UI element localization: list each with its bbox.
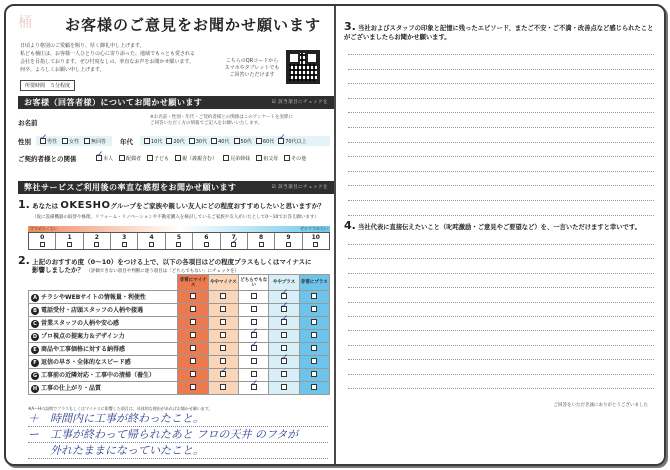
- rating-checkbox[interactable]: [281, 306, 287, 312]
- q1-title: 1. あなたは OKESHOグループをご家族や親しい友人にどの程度おすすめしたいと思いますか？: [18, 198, 325, 211]
- respondent-section-header: お客様（回答者様）についてお聞かせ願います ☑ 該当項目にチェックを: [18, 96, 334, 109]
- age-label: 年代: [120, 138, 133, 146]
- answer-line[interactable]: [348, 388, 654, 389]
- rating-checkbox[interactable]: [251, 358, 257, 364]
- answer-line[interactable]: [348, 316, 654, 317]
- checkbox[interactable]: [96, 155, 102, 161]
- rating-checkbox[interactable]: [220, 345, 226, 351]
- checkbox[interactable]: [122, 242, 127, 247]
- rating-checkbox[interactable]: [281, 371, 287, 377]
- handwritten-line-2[interactable]: ー 工事が終わって帰られたあと フロの天井 のフタが: [28, 428, 328, 443]
- relation-options: [92, 153, 330, 163]
- age-option-10s[interactable]: 10代: [144, 138, 162, 145]
- rating-checkbox[interactable]: [251, 293, 257, 299]
- scale-option-1[interactable]: 1: [56, 233, 83, 249]
- answer-line[interactable]: [348, 171, 654, 172]
- rating-row: [29, 330, 330, 343]
- gender-option-female[interactable]: 女性: [62, 138, 79, 145]
- handwritten-line-3[interactable]: 外れたままになっていたこと。: [28, 444, 328, 459]
- rating-checkbox[interactable]: [220, 293, 226, 299]
- scale-option-10[interactable]: 10: [303, 233, 329, 249]
- rating-checkbox[interactable]: [190, 293, 196, 299]
- checkbox[interactable]: [166, 138, 172, 144]
- checkbox[interactable]: [256, 155, 262, 161]
- answer-line[interactable]: [348, 112, 654, 113]
- relation-option-spouse[interactable]: 配偶者: [119, 155, 141, 162]
- item-letter-badge: D: [32, 333, 38, 340]
- checkbox[interactable]: [234, 138, 240, 144]
- q1-subtitle: （仮に設備機器の取替や修理、リフォーム・リノベーションや不動産購入を検討しているご家族や友人がいたとして0〜10でお答え願います）: [32, 215, 319, 220]
- answer-line[interactable]: [348, 142, 654, 143]
- gender-options: [36, 136, 112, 146]
- col-very-negative: 非常にマイナス: [178, 275, 208, 291]
- col-very-positive: 非常にプラス: [299, 275, 329, 291]
- item-label: チラシやWEBサイトの情報量・利便性: [41, 294, 146, 302]
- scale-option-0[interactable]: 0: [29, 233, 56, 249]
- relation-option-sibling[interactable]: 兄弟姉妹: [223, 155, 250, 162]
- scale-option-2[interactable]: 2: [84, 233, 111, 249]
- relation-label: ご契約者様との関係: [18, 155, 77, 163]
- logo-icon: 桶: [18, 15, 32, 31]
- rating-checkbox[interactable]: [311, 293, 317, 299]
- left-panel: [10, 6, 330, 464]
- checkbox[interactable]: [286, 242, 291, 247]
- rating-checkbox[interactable]: [251, 306, 257, 312]
- age-option-30s[interactable]: 30代: [189, 138, 207, 145]
- rating-row: [29, 369, 330, 382]
- rating-checkbox[interactable]: [251, 332, 257, 338]
- answer-line[interactable]: [348, 374, 654, 375]
- rating-checkbox[interactable]: [311, 384, 317, 390]
- rating-checkbox[interactable]: [281, 319, 287, 325]
- checkbox[interactable]: [62, 138, 68, 144]
- time-required-badge: 所要時間 ５分程度: [20, 80, 75, 91]
- scale-option-9[interactable]: 9: [275, 233, 302, 249]
- rating-checkbox[interactable]: [311, 345, 317, 351]
- q2-title-line2: 影響しましたか？ （評価できない項目や判断に迷う項目は「どちらでもない」にチェックを）: [32, 266, 240, 274]
- scale-option-6[interactable]: 6: [193, 233, 220, 249]
- relation-option-grandparent[interactable]: 祖父母: [256, 155, 278, 162]
- answer-line[interactable]: [348, 330, 654, 331]
- rating-checkbox[interactable]: [281, 293, 287, 299]
- q2-footnote: ※A〜Hの設問でプラスもしくはマイナスに影響した項目は、具体的な理由があればお聞かせ願います。: [28, 406, 213, 411]
- checkbox[interactable]: [175, 155, 181, 161]
- answer-line[interactable]: [348, 302, 654, 303]
- rating-checkbox[interactable]: [190, 358, 196, 364]
- rating-row: [29, 382, 330, 395]
- gender-label: 性別: [18, 138, 31, 146]
- item-label: プロ視点の提案力＆デザイン力: [41, 333, 125, 341]
- rating-checkbox[interactable]: [311, 332, 317, 338]
- answer-line[interactable]: [348, 287, 654, 288]
- rating-checkbox[interactable]: [281, 345, 287, 351]
- gender-option-no-answer[interactable]: 無回答: [84, 138, 106, 145]
- answer-line[interactable]: [348, 54, 654, 55]
- checkbox[interactable]: [204, 242, 209, 247]
- answer-line[interactable]: [348, 127, 654, 128]
- checkbox[interactable]: [256, 138, 262, 144]
- answer-line[interactable]: [348, 98, 654, 99]
- relation-option-child[interactable]: 子ども: [147, 155, 169, 162]
- item-label: 返信の早さ・全体的なスピード感: [41, 359, 131, 367]
- answer-line[interactable]: [348, 359, 654, 360]
- checkbox[interactable]: [231, 242, 236, 247]
- item-letter-badge: E: [31, 346, 39, 354]
- rating-checkbox[interactable]: [190, 319, 196, 325]
- rating-checkbox[interactable]: [190, 345, 196, 351]
- scale-option-7[interactable]: [221, 233, 248, 249]
- answer-line[interactable]: [348, 156, 654, 157]
- rating-checkbox[interactable]: [251, 319, 257, 325]
- item-letter-badge: C: [31, 320, 39, 328]
- answer-line[interactable]: [348, 69, 654, 70]
- checkbox[interactable]: [189, 138, 195, 144]
- scale-option-5[interactable]: 5: [166, 233, 193, 249]
- q1-scale-gradient: すすめたくない ぜひすすめたい: [30, 226, 328, 231]
- item-letter-badge: B: [31, 307, 39, 315]
- rating-checkbox[interactable]: [220, 306, 226, 312]
- answer-line[interactable]: [348, 244, 654, 245]
- rating-checkbox[interactable]: [220, 332, 226, 338]
- checkbox[interactable]: [67, 242, 72, 247]
- checkbox[interactable]: [94, 242, 99, 247]
- rating-checkbox[interactable]: [311, 319, 317, 325]
- rating-row: [29, 317, 330, 330]
- relation-option-parent[interactable]: 親（義親含む）: [175, 155, 217, 162]
- answer-line[interactable]: [348, 185, 654, 186]
- q2-rating-table: [28, 274, 330, 395]
- qr-instructions: こちらのQRコードから スマホやタブレットでも ご回答いただけます: [224, 58, 280, 78]
- rating-checkbox[interactable]: [311, 358, 317, 364]
- checkbox[interactable]: [119, 155, 125, 161]
- q4-title: 4. 当社代表に直接伝えたいこと（叱咤激励・ご意見やご要望など）を、一言いただけますと幸いです。: [344, 219, 641, 232]
- name-note: ※お名前・性別・年代・ご契約者様との関係はこのアンケートを実際に ご回答いただく方の情報でご記入をお願いいたします。: [150, 115, 293, 126]
- page-divider: [334, 6, 336, 464]
- scale-option-4[interactable]: 4: [138, 233, 165, 249]
- age-option-60s[interactable]: 60代: [256, 138, 274, 145]
- item-label: 営業スタッフの人柄や安心感: [41, 320, 120, 328]
- gender-option-male[interactable]: ✓ 男性: [40, 138, 57, 145]
- age-option-70s-plus[interactable]: ✓ 70代以上: [278, 138, 306, 145]
- rating-checkbox[interactable]: [190, 371, 196, 377]
- form-title: お客様のご意見をお聞かせ願います: [65, 16, 322, 34]
- item-label: 電話受付・店頭スタッフの人柄や接遇: [41, 307, 144, 315]
- q3-title: 3. 当社およびスタッフの印象と記憶に残ったエピソード、またご不安・ご不満・改善点など感じられたことがございましたらお聞かせ願います。: [344, 20, 654, 41]
- item-label: 商品や工事価格に対する納得感: [41, 346, 126, 354]
- relation-option-other[interactable]: その他: [284, 155, 306, 162]
- rating-checkbox[interactable]: [281, 358, 287, 364]
- rating-checkbox[interactable]: [220, 384, 226, 390]
- checkbox[interactable]: [259, 242, 264, 247]
- relation-option-self[interactable]: ✓ 本人: [96, 155, 113, 162]
- rating-checkbox[interactable]: [251, 384, 257, 390]
- rating-checkbox[interactable]: [281, 332, 287, 338]
- q1-scale: [28, 232, 330, 250]
- item-letter-badge: A: [31, 294, 39, 302]
- rating-checkbox[interactable]: [190, 332, 196, 338]
- col-neutral: どちらでもない: [239, 275, 269, 291]
- checkbox[interactable]: [284, 155, 290, 161]
- scale-option-3[interactable]: 3: [111, 233, 138, 249]
- rating-checkbox[interactable]: [190, 384, 196, 390]
- answer-line[interactable]: [348, 273, 654, 274]
- rating-checkbox[interactable]: [220, 319, 226, 325]
- rating-row: [29, 356, 330, 369]
- scale-option-8[interactable]: 8: [248, 233, 275, 249]
- item-letter-badge: F: [31, 359, 39, 367]
- rating-checkbox[interactable]: [311, 306, 317, 312]
- answer-line[interactable]: [348, 200, 654, 201]
- checkbox[interactable]: [223, 155, 229, 161]
- name-label: お名前: [18, 119, 38, 127]
- age-option-20s[interactable]: 20代: [166, 138, 184, 145]
- checkbox[interactable]: [278, 138, 284, 144]
- checkbox[interactable]: [84, 138, 90, 144]
- checkbox[interactable]: [149, 242, 154, 247]
- rating-checkbox[interactable]: [311, 371, 317, 377]
- rating-checkbox[interactable]: [190, 306, 196, 312]
- handwritten-line-1[interactable]: ＋ 時間内に工事が終わったこと。: [28, 412, 328, 427]
- rating-checkbox[interactable]: [220, 358, 226, 364]
- checkbox[interactable]: [313, 242, 318, 247]
- age-options: [140, 136, 330, 146]
- col-slightly-negative: ややマイナス: [208, 275, 238, 291]
- answer-line[interactable]: [348, 215, 654, 216]
- checkbox[interactable]: [40, 242, 45, 247]
- rating-checkbox[interactable]: [220, 371, 226, 377]
- service-section-header: 弊社サービスご利用後の率直な感想をお聞かせ願います ☑ 該当項目にチェックを: [18, 181, 334, 194]
- q2-title: 2. 上記のおすすめ度（0〜10）をつける上で、以下の各項目はどの程度プラスもしくはマイナスに: [18, 254, 312, 267]
- item-label: 工事前の近隣対応・工事中の清掃（養生）: [41, 372, 156, 380]
- age-option-40s[interactable]: 40代: [211, 138, 229, 145]
- checkbox[interactable]: [144, 138, 150, 144]
- age-option-50s[interactable]: 50代: [234, 138, 252, 145]
- rating-checkbox[interactable]: [251, 371, 257, 377]
- qr-code-icon[interactable]: [286, 50, 320, 84]
- answer-line[interactable]: [348, 83, 654, 84]
- item-letter-badge: H: [32, 385, 38, 392]
- item-letter-badge: G: [32, 372, 38, 379]
- checkbox[interactable]: [40, 138, 46, 144]
- item-label: 工事の仕上がり・品質: [41, 385, 102, 393]
- right-panel: [340, 6, 662, 464]
- rating-checkbox[interactable]: [281, 384, 287, 390]
- col-slightly-positive: ややプラス: [269, 275, 299, 291]
- checkbox[interactable]: [176, 242, 181, 247]
- checkbox[interactable]: [211, 138, 217, 144]
- answer-line[interactable]: [348, 345, 654, 346]
- answer-line[interactable]: [348, 258, 654, 259]
- checkbox[interactable]: [147, 155, 153, 161]
- thank-you-text: ご回答をいただき誠にありがとうございました: [553, 403, 648, 408]
- rating-checkbox[interactable]: [251, 345, 257, 351]
- intro-text: 日頃より格別のご愛顧を賜り、厚く御礼申し上げます。 私ども桶庄は、お客様一人ひとりの心に寄り添った、地域でもっとも愛される 会社を目指しております。ぜひ忖度なしの、率直なお声をお聞かせ願います。 何卒、よろしくお願い申し上げます。: [20, 43, 196, 73]
